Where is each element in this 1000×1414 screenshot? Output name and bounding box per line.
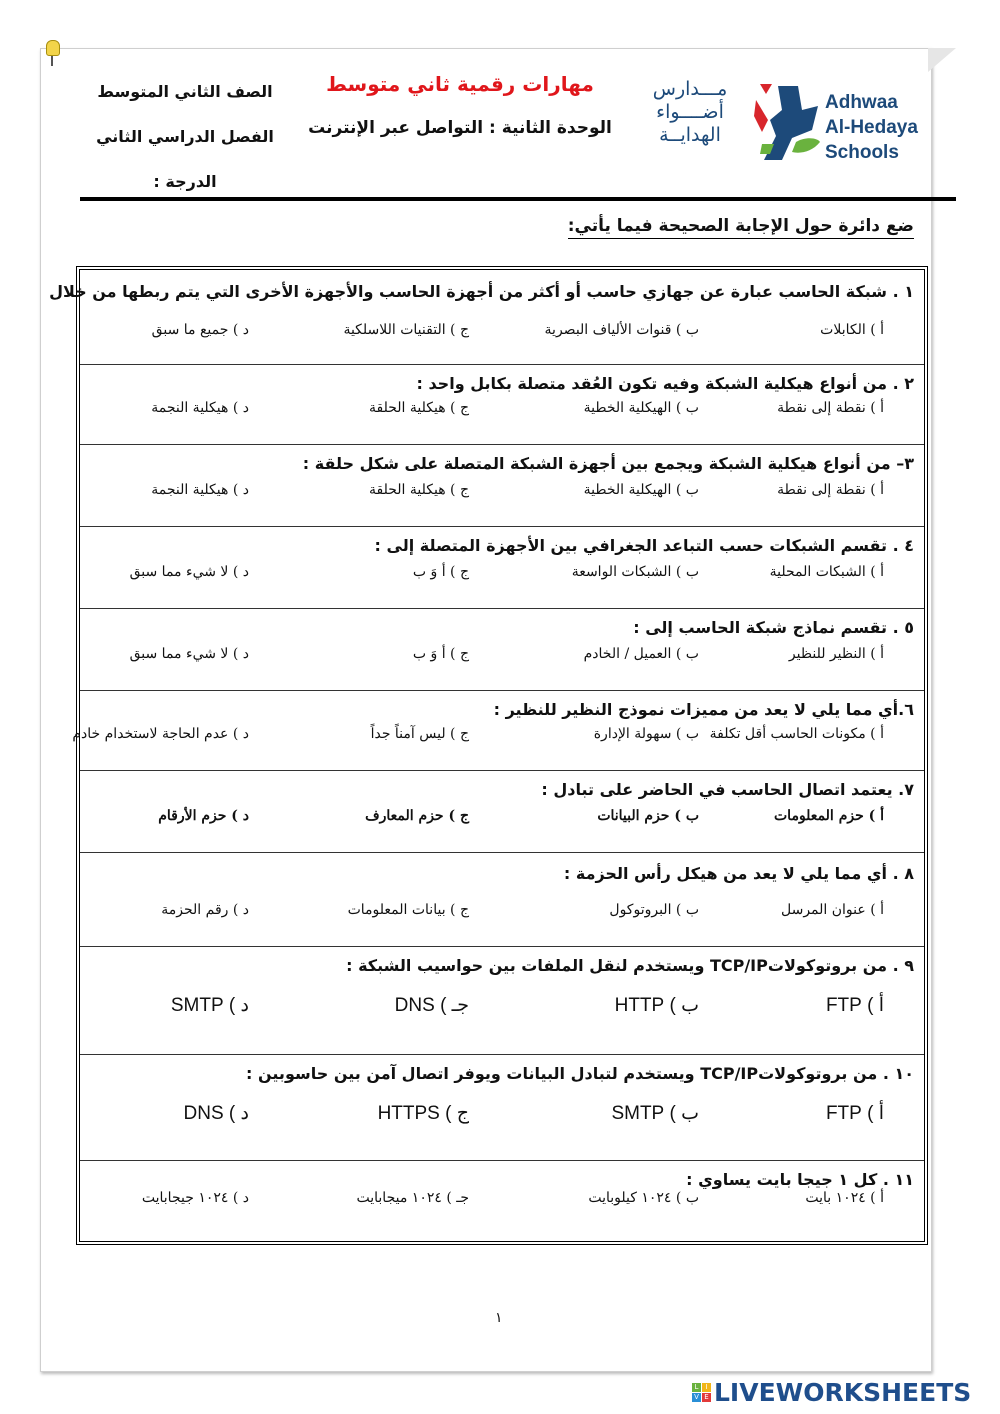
answer-option[interactable]: أ ) نقطة إلى نقطة bbox=[777, 400, 884, 416]
semester-label: الفصل الدراسي الثاني bbox=[96, 126, 274, 146]
answer-option[interactable]: ج ) بيانات المعلومات bbox=[347, 902, 469, 918]
question-row bbox=[72, 690, 924, 771]
question-text: ٩ . من بروتوكولاتTCP/IP ويستخدم لنقل الملفات بين حواسيب الشبكة : bbox=[346, 956, 914, 975]
answer-option[interactable]: ب ) الشبكات الواسعة bbox=[571, 564, 699, 580]
answer-options bbox=[90, 400, 884, 416]
question-text: ١١ . كل ١ جيجا بايت يساوي : bbox=[686, 1170, 914, 1189]
answer-option[interactable]: ج ) التقنيات اللاسلكية bbox=[343, 322, 469, 338]
logo-mark-icon bbox=[752, 80, 822, 162]
liveworksheets-logo-icon bbox=[692, 1383, 711, 1402]
logo-english-text bbox=[825, 90, 918, 165]
answer-option[interactable]: ب ) HTTP bbox=[614, 995, 699, 1016]
answer-option[interactable]: د ) SMTP bbox=[170, 995, 249, 1016]
question-row bbox=[80, 444, 924, 527]
question-row bbox=[80, 1160, 924, 1241]
answer-option[interactable]: أ ) عنوان المرسل bbox=[781, 902, 884, 918]
page-fold-corner bbox=[928, 48, 956, 72]
answer-option[interactable]: ب ) العميل / الخادم bbox=[583, 646, 699, 662]
answer-option[interactable]: أ ) FTP bbox=[825, 1103, 884, 1124]
answer-option[interactable]: أ ) الكابلات bbox=[820, 322, 884, 338]
question-text: ٦.أي مما يلي لا يعد من مميزات نموذج النظير للنظير : bbox=[493, 700, 914, 719]
instruction: ضع دائرة حول الإجابة الصحيحة فيما يأتي: bbox=[568, 216, 914, 239]
header-divider bbox=[80, 197, 956, 201]
logo-en-line: Adhwaa bbox=[825, 92, 898, 113]
answer-option[interactable]: د ) عدم الحاجة لاستخدام خادم bbox=[72, 726, 249, 742]
question-text: ٣– من أنواع هيكلية الشبكة ويجمع بين أجهزة الشبكة المتصلة على شكل حلقة : bbox=[302, 454, 914, 473]
answer-option[interactable]: ب ) سهولة الإدارة bbox=[593, 726, 699, 742]
answer-option[interactable]: ج ) هيكلية الحلقة bbox=[369, 482, 469, 498]
answer-option[interactable]: ج ) هيكلية الحلقة bbox=[369, 400, 469, 416]
answer-options bbox=[72, 726, 884, 742]
answer-option[interactable]: ج ) أ وَ ب bbox=[412, 646, 469, 662]
answer-option[interactable]: د ) جميع ما سبق bbox=[151, 322, 249, 338]
question-text: ١ . شبكة الحاسب عبارة عن جهازي حاسب أو أكثر من أجهزة الحاسب والأجهزة الأخرى التي يتم ربطها من خلال bbox=[49, 282, 914, 301]
answer-options bbox=[90, 1190, 884, 1206]
answer-option[interactable]: أ ) ١٠٢٤ بايت bbox=[805, 1190, 884, 1206]
answer-option[interactable]: أ ) حزم المعلومات bbox=[774, 808, 884, 824]
answer-option[interactable]: جـ ) DNS bbox=[394, 995, 469, 1016]
unit-title: الوحدة الثانية : التواصل عبر الإنترنت bbox=[308, 118, 612, 138]
score-label: الدرجة : bbox=[153, 171, 217, 191]
answer-option[interactable]: جـ ) ١٠٢٤ ميجابايت bbox=[356, 1190, 469, 1206]
logo-en-line: Al-Hedaya bbox=[825, 117, 918, 138]
logo-arabic-text bbox=[640, 78, 740, 147]
logo-ar-line: مـــدارس bbox=[652, 78, 728, 100]
answer-option[interactable]: ب ) قنوات الألياف البصرية bbox=[544, 322, 699, 338]
grade-label: الصف الثاني المتوسط bbox=[97, 82, 273, 101]
answer-options bbox=[90, 902, 884, 918]
answer-option[interactable]: ج ) أ وَ ب bbox=[412, 564, 469, 580]
logo-ar-line: الهدايــة bbox=[659, 124, 721, 146]
answer-option[interactable]: أ ) FTP bbox=[825, 995, 884, 1016]
question-text: ٥ . تقسم نماذج شبكة الحاسب إلى : bbox=[633, 618, 914, 637]
question-row bbox=[80, 770, 924, 853]
logo-block: V bbox=[692, 1393, 701, 1402]
logo-block: L bbox=[692, 1383, 701, 1392]
answer-option[interactable]: ج ) HTTPS bbox=[377, 1103, 469, 1124]
page-number: ١ bbox=[495, 1310, 503, 1326]
question-row bbox=[80, 364, 924, 445]
answer-option[interactable]: د ) ١٠٢٤ جيجابايت bbox=[141, 1190, 249, 1206]
question-row bbox=[80, 608, 924, 691]
worksheet-title-block bbox=[300, 72, 620, 138]
answer-option[interactable]: ب ) ١٠٢٤ كيلوبايت bbox=[588, 1190, 699, 1206]
logo-en-line: Schools bbox=[825, 142, 899, 163]
answer-option[interactable]: د ) لا شيء مما سبق bbox=[129, 646, 249, 662]
answer-option[interactable]: ب ) البروتوكول bbox=[609, 902, 699, 918]
answer-option[interactable]: د ) DNS bbox=[183, 1103, 249, 1124]
answer-options bbox=[90, 994, 884, 1017]
watermark-text: LIVEWORKSHEETS bbox=[714, 1378, 972, 1407]
worksheet-title: مهارات رقمية ثاني متوسط bbox=[326, 72, 594, 96]
answer-option[interactable]: د ) لا شيء مما سبق bbox=[129, 564, 249, 580]
answer-option[interactable]: ب ) الهيكلية الخطية bbox=[583, 482, 699, 498]
answer-options bbox=[90, 808, 884, 824]
question-row bbox=[80, 852, 924, 947]
answer-option[interactable]: أ ) نقطة إلى نقطة bbox=[777, 482, 884, 498]
question-row bbox=[49, 270, 924, 365]
answer-option[interactable]: ج ) حزم المعارف bbox=[365, 808, 469, 824]
answer-option[interactable]: أ ) مكونات الحاسب أقل تكلفة bbox=[709, 726, 884, 742]
answer-option[interactable]: ج ) ليس آمناً جداً bbox=[370, 726, 469, 742]
question-text: ٢ . من أنواع هيكلية الشبكة وفيه تكون العُقد متصلة بكابل واحد : bbox=[416, 374, 914, 393]
answer-option[interactable]: أ ) النظير للنظير bbox=[788, 646, 884, 662]
answer-option[interactable]: د ) هيكلية النجمة bbox=[151, 482, 249, 498]
answer-option[interactable]: د ) رقم الحزمة bbox=[161, 902, 249, 918]
answer-option[interactable]: أ ) الشبكات المحلية bbox=[769, 564, 884, 580]
answer-options bbox=[90, 482, 884, 498]
question-row bbox=[80, 526, 924, 609]
question-text: ٤ . تقسم الشبكات حسب التباعد الجغرافي بين الأجهزة المتصلة إلى : bbox=[374, 536, 914, 555]
question-row bbox=[80, 946, 924, 1055]
answer-option[interactable]: د ) هيكلية النجمة bbox=[151, 400, 249, 416]
answer-options bbox=[90, 646, 884, 662]
logo-block: I bbox=[702, 1383, 711, 1392]
grade-info bbox=[90, 70, 280, 204]
answer-option[interactable]: ب ) حزم البيانات bbox=[597, 808, 699, 824]
liveworksheets-watermark bbox=[692, 1378, 971, 1407]
question-text: ٧. يعتمد اتصال الحاسب في الحاضر على تبادل : bbox=[541, 780, 914, 799]
questions-table bbox=[49, 266, 928, 1245]
answer-option[interactable]: د ) حزم الأرقام bbox=[158, 808, 249, 824]
question-text: ١٠ . من بروتوكولاتTCP/IP ويستخدم لتبادل البيانات ويوفر اتصال آمن بين حاسوبين : bbox=[246, 1064, 914, 1083]
logo-block: E bbox=[702, 1393, 711, 1402]
logo-ar-line: أضــــواء bbox=[656, 101, 724, 123]
answer-option[interactable]: ب ) SMTP bbox=[611, 1103, 699, 1124]
pin-icon bbox=[46, 40, 56, 66]
answer-options bbox=[90, 322, 884, 338]
answer-options bbox=[90, 1102, 884, 1125]
question-row bbox=[80, 1054, 924, 1161]
school-logo bbox=[640, 78, 940, 168]
question-text: ٨ . أي مما يلي لا يعد من هيكل رأس الحزمة : bbox=[563, 864, 914, 883]
answer-option[interactable]: ب ) الهيكلية الخطية bbox=[583, 400, 699, 416]
answer-options bbox=[90, 564, 884, 580]
